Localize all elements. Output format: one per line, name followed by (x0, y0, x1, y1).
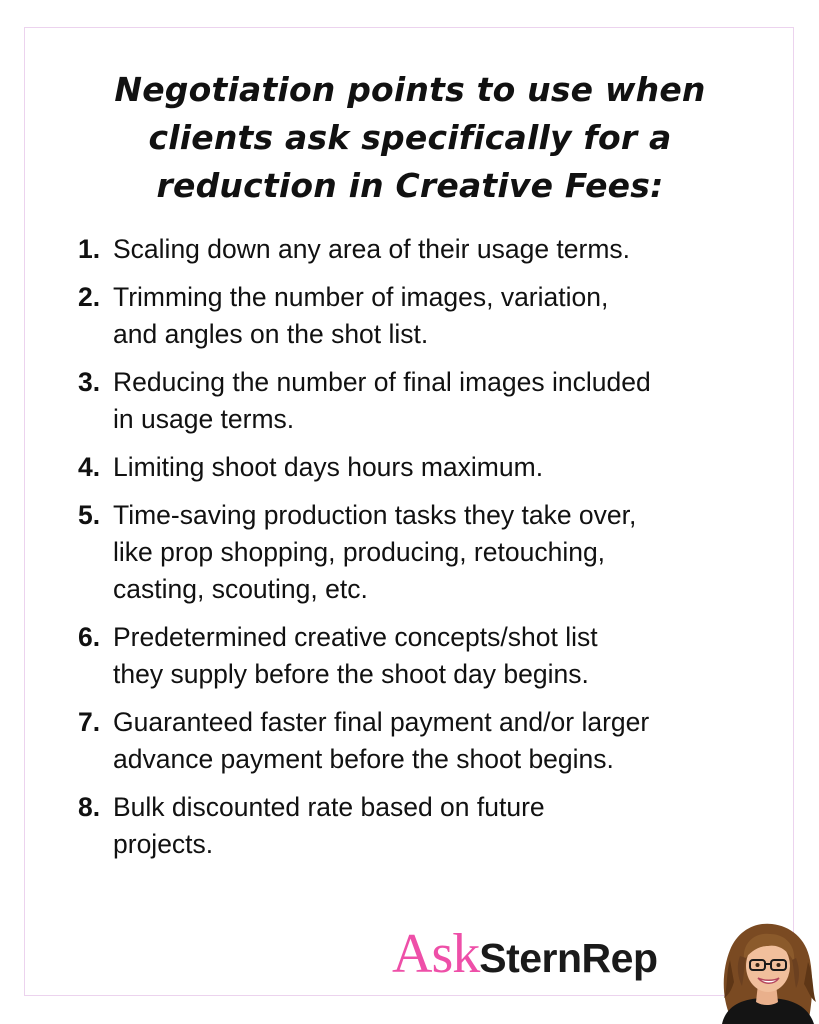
item-number: 2. (78, 282, 101, 312)
title-line: reduction in Creative Fees: (156, 166, 664, 205)
item-line: they supply before the shoot day begins. (113, 659, 589, 689)
logo-ask-text: Ask (392, 923, 480, 985)
item-text (113, 619, 778, 693)
item-number: 6. (78, 622, 101, 652)
item-number: 5. (78, 500, 101, 530)
item-line: projects. (113, 829, 214, 859)
item-line: advance payment before the shoot begins. (113, 744, 614, 774)
list-item (78, 789, 778, 863)
list-item (78, 364, 778, 438)
item-text (113, 364, 778, 438)
item-line: Time-saving production tasks they take over, (113, 500, 637, 530)
list-item (78, 497, 778, 608)
item-text (113, 704, 778, 778)
item-line: Scaling down any area of their usage terms. (113, 234, 631, 264)
item-number: 7. (78, 707, 101, 737)
title-line: clients ask specifically for a (148, 118, 672, 157)
item-text (113, 497, 778, 608)
page-title (40, 66, 780, 210)
item-line: like prop shopping, producing, retouching, (113, 537, 606, 567)
item-text (113, 231, 778, 268)
item-line: Predetermined creative concepts/shot list (113, 622, 598, 652)
list-item (78, 231, 778, 268)
item-text (113, 789, 778, 863)
list-item (78, 449, 778, 486)
list-item (78, 279, 778, 353)
item-line: Guaranteed faster final payment and/or larger (113, 707, 650, 737)
logo-sternrep-text: SternRep (479, 935, 658, 981)
item-number: 1. (78, 234, 101, 264)
negotiation-points-list (78, 231, 778, 874)
item-line: Limiting shoot days hours maximum. (113, 452, 544, 482)
cartoon-woman-avatar-icon (716, 920, 819, 1024)
item-line: Reducing the number of final images included (113, 367, 651, 397)
item-text (113, 279, 778, 353)
item-number: 8. (78, 792, 101, 822)
item-line: Trimming the number of images, variation, (113, 282, 609, 312)
item-line: casting, scouting, etc. (113, 574, 368, 604)
title-line: Negotiation points to use when (114, 70, 706, 109)
item-line: Bulk discounted rate based on future (113, 792, 545, 822)
item-number: 4. (78, 452, 101, 482)
item-line: in usage terms. (113, 404, 295, 434)
item-text (113, 449, 778, 486)
item-number: 3. (78, 367, 101, 397)
list-item (78, 619, 778, 693)
askstern-rep-logo (392, 922, 658, 985)
item-line: and angles on the shot list. (113, 319, 429, 349)
list-item (78, 704, 778, 778)
